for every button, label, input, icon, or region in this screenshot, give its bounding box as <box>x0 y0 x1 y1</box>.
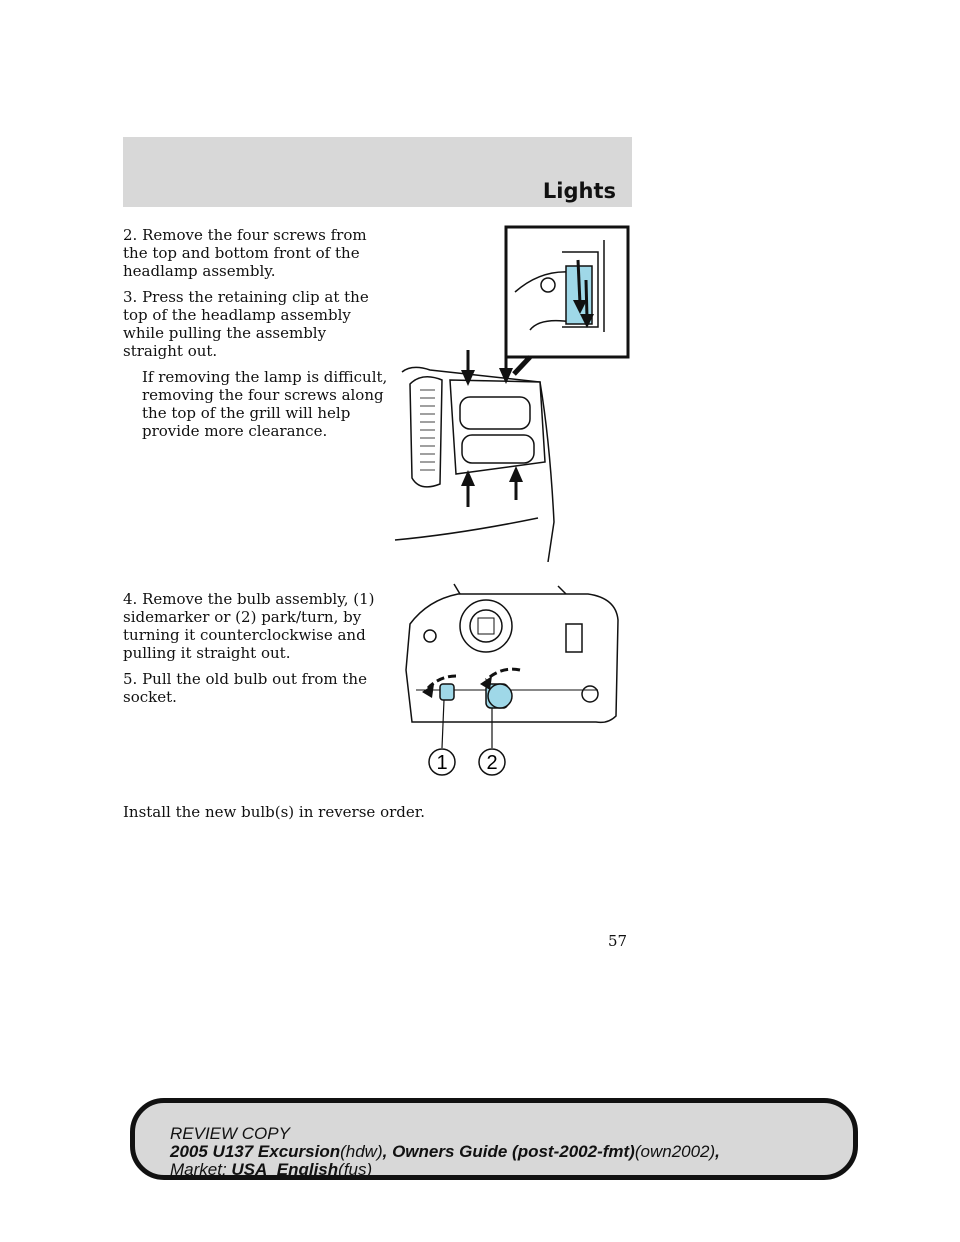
market-code: (fus) <box>338 1160 373 1179</box>
page-number: 57 <box>608 932 628 950</box>
model-line <box>170 1143 720 1161</box>
guide-code: (own2002) <box>634 1142 716 1161</box>
header-band <box>123 137 632 207</box>
install-text: Install the new bulb(s) in reverse order. <box>123 803 426 821</box>
review-copy-line: REVIEW COPY <box>170 1124 290 1143</box>
review-copy-box <box>130 1098 858 1180</box>
instructions-block-2 <box>123 590 388 714</box>
callout-label-1: 1 <box>436 752 448 774</box>
headlamp-removal-illustration <box>390 222 640 562</box>
guide-name: Owners Guide (post-2002-fmt) <box>392 1142 635 1161</box>
market-label: Market: <box>170 1160 232 1179</box>
market-name: USA_English <box>231 1160 339 1179</box>
separator-2: , <box>715 1142 720 1161</box>
model-code: (hdw) <box>340 1142 383 1161</box>
instructions-block-3 <box>123 803 523 829</box>
step-3-text: 3. Press the retaining clip at the top of the headlamp assembly while pulling the assembly straight out. <box>123 288 369 360</box>
market-line <box>170 1161 720 1179</box>
bulb-socket-illustration <box>398 580 626 780</box>
review-copy-text <box>170 1125 720 1179</box>
step-4-text: 4. Remove the bulb assembly, (1) sidemarker or (2) park/turn, by turning it counterclockwise and pulling it straight out. <box>123 590 375 662</box>
separator-1: , <box>382 1142 393 1161</box>
note-text: If removing the lamp is difficult, removing the four screws along the top of the grill will help provide more clearance. <box>142 368 388 440</box>
model-name: 2005 U137 Excursion <box>170 1142 341 1161</box>
step-5-text: 5. Pull the old bulb out from the socket. <box>123 670 367 706</box>
instructions-block-1 <box>123 226 388 448</box>
section-title: Lights <box>542 179 616 203</box>
step-2-text: 2. Remove the four screws from the top and bottom front of the headlamp assembly. <box>123 226 367 280</box>
callout-label-2: 2 <box>486 752 498 774</box>
